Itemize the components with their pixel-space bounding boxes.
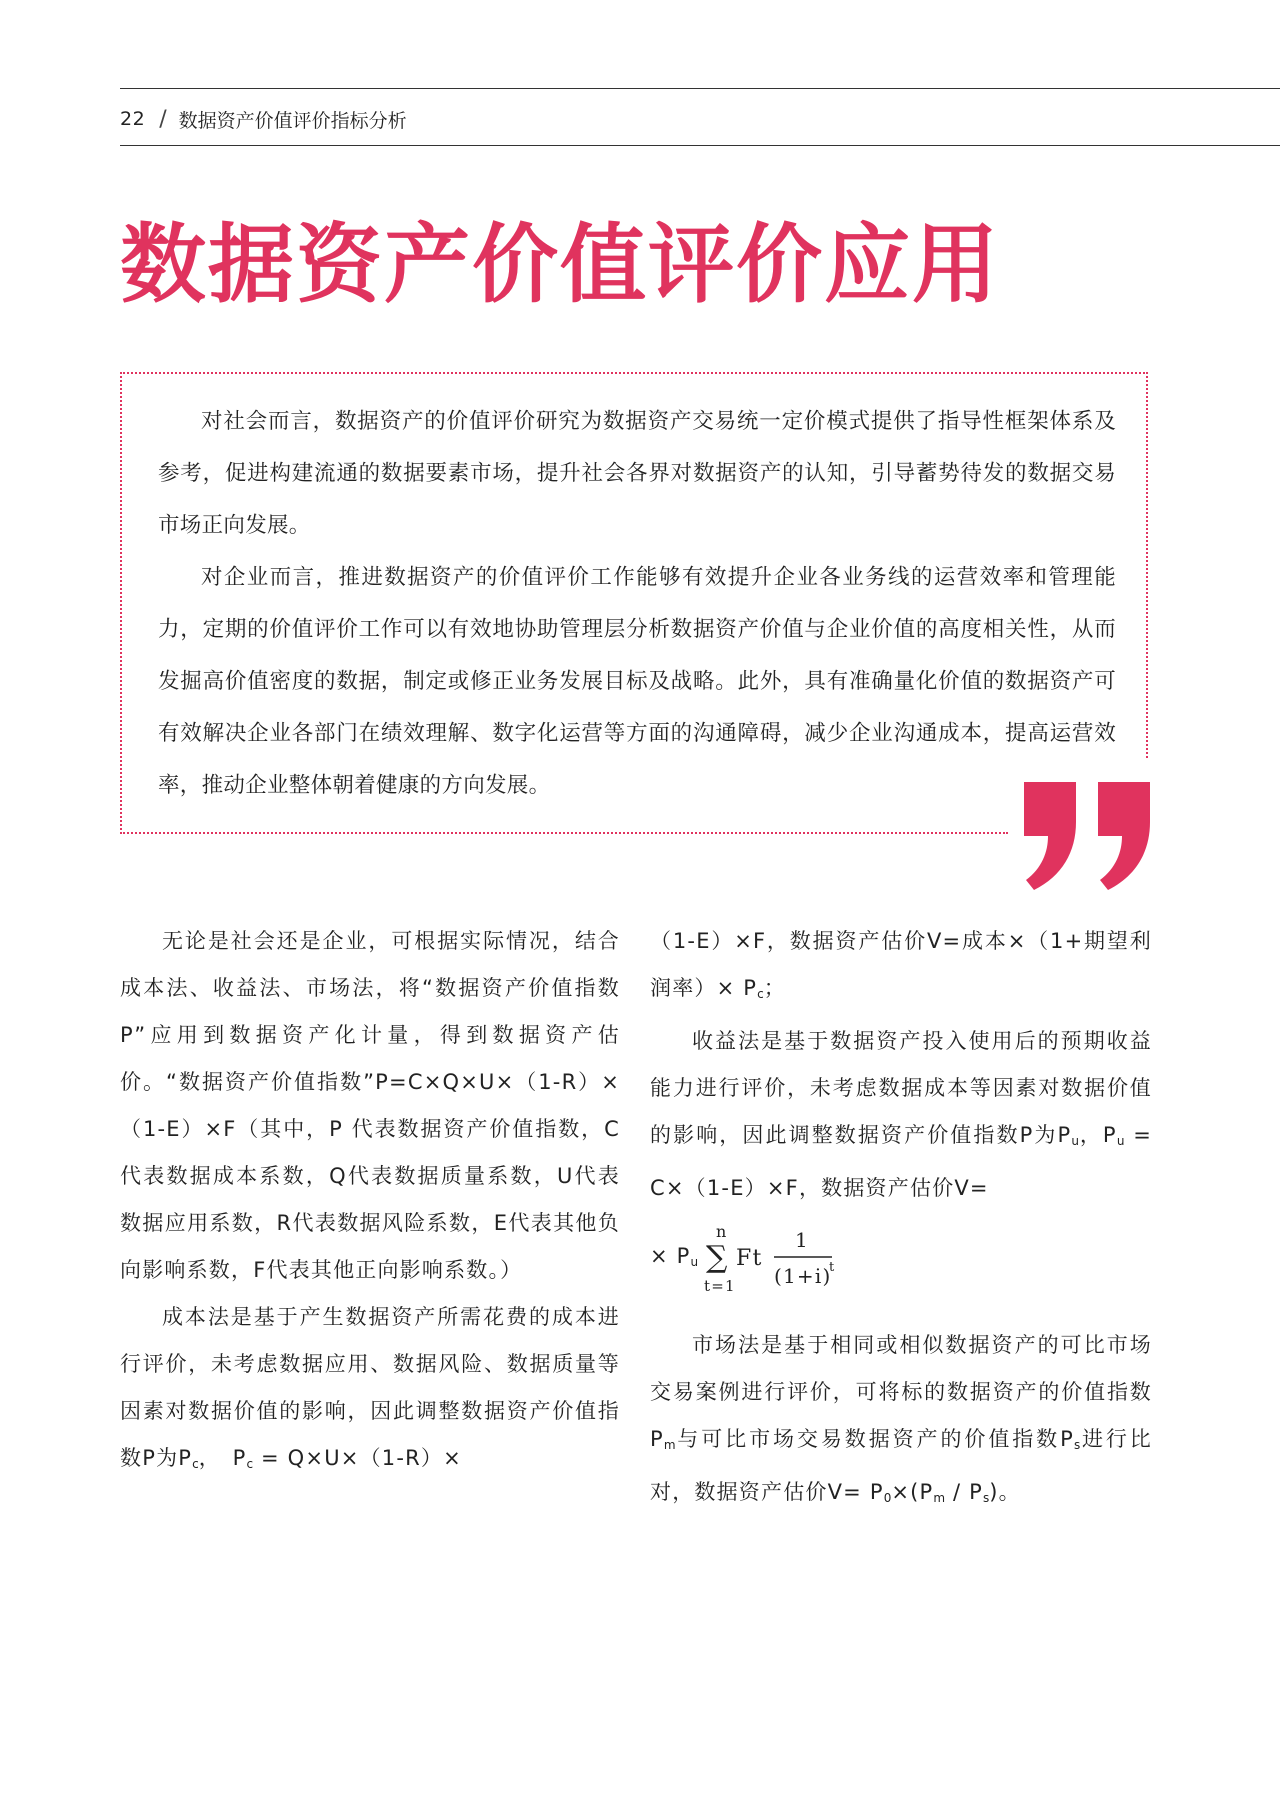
svg-text:(1+i): (1+i) xyxy=(774,1264,832,1288)
paragraph-cost-method-cont: （1-E）×F，数据资产估价V=成本×（1+期望利润率）× $P_c$； xyxy=(650,929,1152,1001)
header-separator: / xyxy=(159,106,167,132)
svg-text:t=1: t=1 xyxy=(704,1277,736,1295)
paragraph-market-method: 市场法是基于相同或相似数据资产的可比市场交易案例进行评价，可将标的数据资产的价值指数$P_m$与可比市场交易数据资产的价值指数$P_s$进行比对，数据资产估价$V= P_0\times(P_m / P_s)$。 xyxy=(650,1333,1152,1505)
running-header xyxy=(120,104,407,134)
page-number: 22 xyxy=(120,108,146,130)
header-rule-top xyxy=(120,88,1280,89)
section-title: 数据资产价值评价指标分析 xyxy=(178,109,407,132)
callout-right-border xyxy=(1146,372,1148,758)
callout-bottom-border xyxy=(120,832,1008,834)
intro-paragraph-society: 对社会而言，数据资产的价值评价研究为数据资产交易统一定价模式提供了指导性框架体系及参考，促进构建流通的数据要素市场，提升社会各界对数据资产的认知，引导蓄势待发的数据交易市场正向发展。 xyxy=(158,409,1116,538)
paragraph-cost-method: 成本法是基于产生数据资产所需花费的成本进行评价，未考虑数据应用、数据风险、数据质量等因素对数据价值的影响，因此调整数据资产价值指数P为$P_c$， $P_c = Q\times U\times(1-R)\times$ xyxy=(120,1305,620,1471)
svg-text:t: t xyxy=(829,1260,836,1275)
header-rule-bottom xyxy=(120,145,1280,146)
intro-text xyxy=(158,396,1116,812)
svg-text:1: 1 xyxy=(795,1228,810,1252)
paragraph-application: 无论是社会还是企业，可根据实际情况，结合成本法、收益法、市场法，将“数据资产价值指数P”应用到数据资产化计量，得到数据资产估价。“数据资产价值指数”P=C×Q×U×（1-R）×（1-E）×F（其中，P 代表数据资产价值指数，C代表数据成本系数，Q代表数据质量系数，U代表数据应用系数，R代表数据风险系数，E代表其他负向影响系数，F代表其他正向影响系数。） xyxy=(120,929,620,1282)
intro-paragraph-enterprise: 对企业而言，推进数据资产的价值评价工作能够有效提升企业各业务线的运营效率和管理能力，定期的价值评价工作可以有效地协助管理层分析数据资产价值与企业价值的高度相关性，从而发掘高价值密度的数据，制定或修正业务发展目标及战略。此外，具有准确量化价值的数据资产可有效解决企业各部门在绩效理解、数字化运营等方面的沟通障碍，减少企业沟通成本，提高运营效率，推动企业整体朝着健康的方向发展。 xyxy=(158,565,1116,798)
svg-text:n: n xyxy=(716,1222,728,1241)
page-title: 数据资产价值评价应用 xyxy=(120,214,1000,315)
income-formula: × $P_u$ n ∑ t=1 Ft 1 (1+i) t xyxy=(650,1212,1152,1306)
paragraph-income-method: 收益法是基于数据资产投入使用后的预期收益能力进行评价，未考虑数据成本等因素对数据价值的影响，因此调整数据资产价值指数P为$P_u$，$P_u = C\times(1-E)\times F$，数据资产估价V= xyxy=(650,1029,1152,1200)
summation-formula xyxy=(702,1217,852,1301)
svg-text:∑: ∑ xyxy=(706,1240,729,1275)
body-column-right xyxy=(650,918,1152,1522)
svg-text:Ft: Ft xyxy=(736,1246,763,1271)
body-column-left xyxy=(120,918,620,1488)
closing-quote-icon xyxy=(1022,780,1158,892)
